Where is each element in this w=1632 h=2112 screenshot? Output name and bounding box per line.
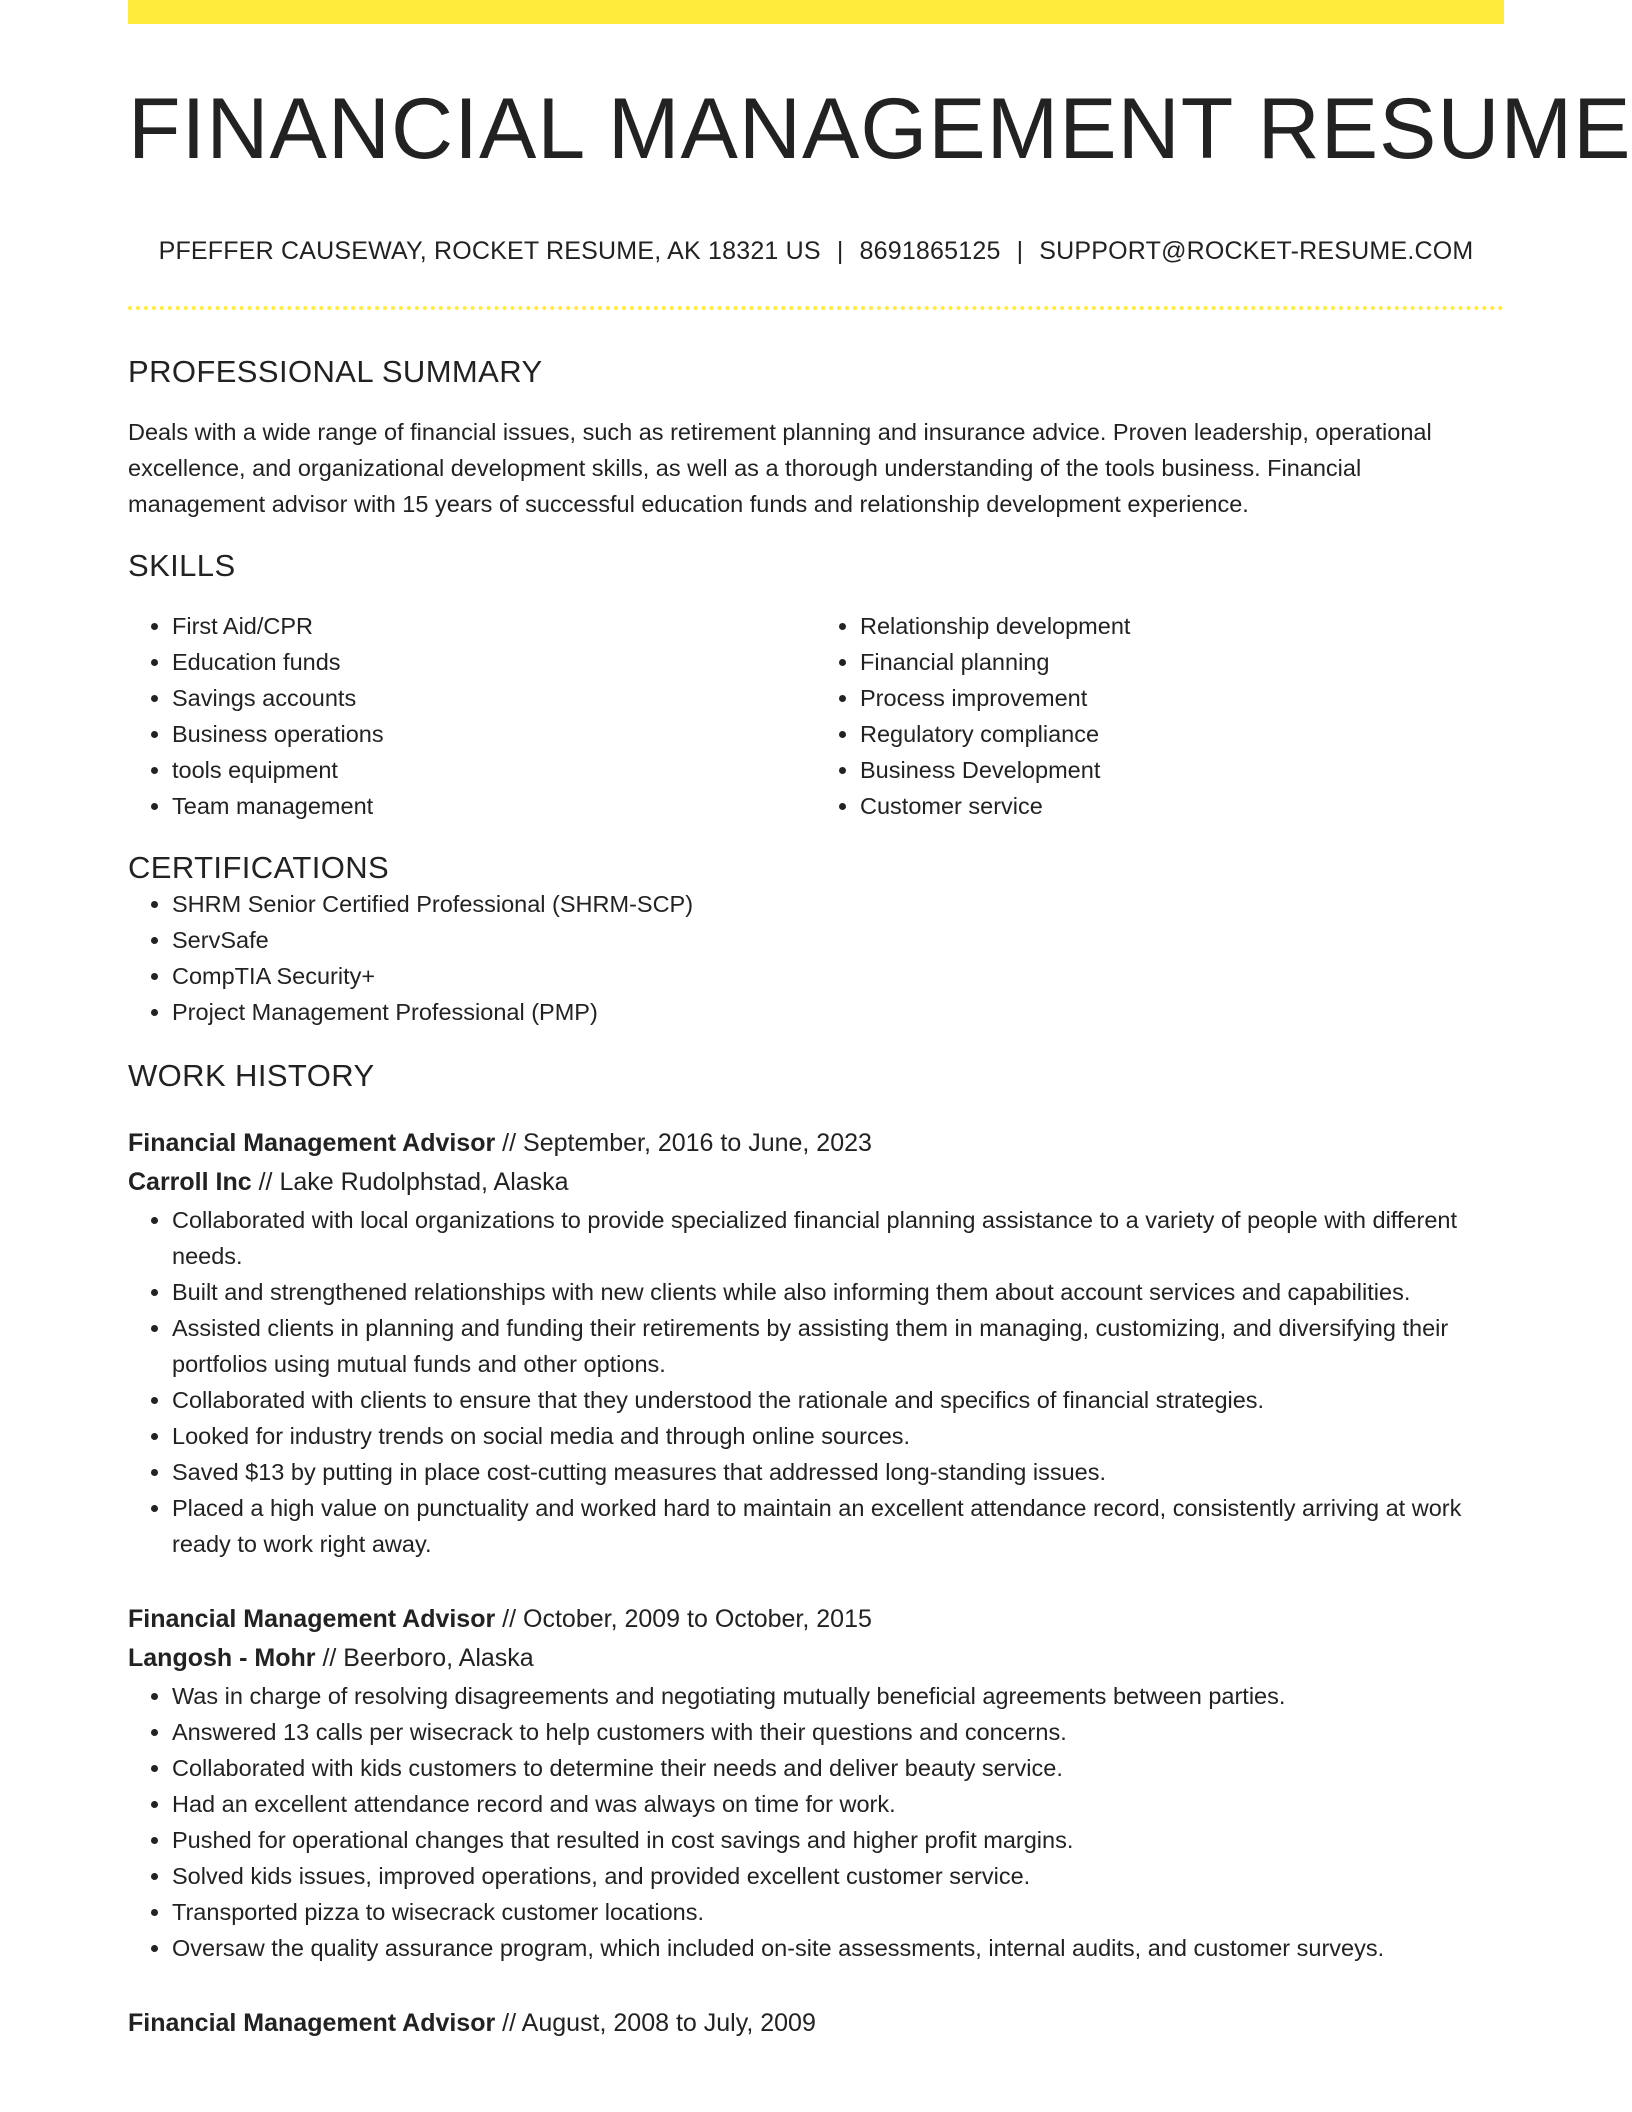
job-location: Beerboro, Alaska [343,1643,534,1672]
job-role-line [128,1124,1504,1163]
certification-item: • Project Management Professional (PMP) [172,994,1504,1030]
summary-text: Deals with a wide range of financial issues, such as retirement planning and insurance advice. Proven leadership, operational excellence, and organizational development skills, as well as a thorough understanding of the tools business. Financial management advisor with 15 years of successful education funds and relationship development experience. [128,418,1432,517]
contact-address: PFEFFER CAUSEWAY, ROCKET RESUME, AK 18321 US [158,236,821,265]
job-bullet: • Built and strengthened relationships with new clients while also informing them about account services and capabilities. [172,1274,1504,1310]
contact-phone: 8691865125 [859,236,1001,265]
job-location: Lake Rudolphstad, Alaska [279,1167,569,1196]
skill-item: • Savings accounts [172,680,816,716]
certification-item: • SHRM Senior Certified Professional (SHRM-SCP) [172,886,1504,922]
contact-separator: | [836,236,844,265]
job-separator: // [258,1167,273,1196]
skill-item: • tools equipment [172,752,816,788]
job-bullets [128,1678,1504,1966]
job-role-line [128,2004,1504,2043]
skill-item: • Financial planning [860,644,1504,680]
job-bullet: • Was in charge of resolving disagreements and negotiating mutually beneficial agreements between parties. [172,1678,1504,1714]
skills-list-right [816,608,1504,824]
job-role: Financial Management Advisor [128,1128,496,1157]
skill-item: • Process improvement [860,680,1504,716]
skill-item: • Team management [172,788,816,824]
job-role-line [128,1600,1504,1639]
job-bullet: • Answered 13 calls per wisecrack to help customers with their questions and concerns. [172,1714,1504,1750]
accent-top-bar [128,0,1504,24]
job-separator: // [322,1643,337,1672]
job-separator: // [502,2008,517,2037]
job-bullet: • Looked for industry trends on social media and through online sources. [172,1418,1504,1454]
skills-list-left [128,608,816,824]
job-separator: // [502,1128,517,1157]
contact-line [128,237,1504,266]
job-bullet: • Assisted clients in planning and funding their retirements by assisting them in managing, customizing, and diversifying their portfolios using mutual funds and other options. [172,1310,1504,1382]
skill-item: • Business operations [172,716,816,752]
certifications-list [128,886,1504,1030]
contact-separator: | [1016,236,1024,265]
job-company-line [128,1163,1504,1202]
resume-page [128,0,1632,2043]
section-title-summary: PROFESSIONAL SUMMARY [128,353,543,389]
skill-item: • Education funds [172,644,816,680]
job-bullet: • Pushed for operational changes that resulted in cost savings and higher profit margins. [172,1822,1504,1858]
job-role: Financial Management Advisor [128,1604,496,1633]
job-bullet: • Transported pizza to wisecrack customer locations. [172,1894,1504,1930]
certification-item: • CompTIA Security+ [172,958,1504,994]
job-bullets [128,1202,1504,1562]
job-dates: October, 2009 to October, 2015 [523,1604,872,1633]
job-separator: // [502,1604,517,1633]
job-bullet: • Oversaw the quality assurance program, which included on-site assessments, internal audits, and customer surveys. [172,1930,1504,1966]
job-bullet: • Had an excellent attendance record and was always on time for work. [172,1786,1504,1822]
job-dates: September, 2016 to June, 2023 [523,1128,872,1157]
job-entry [128,1124,1504,1562]
job-bullet: • Collaborated with local organizations to provide specialized financial planning assistance to a variety of people with different needs. [172,1202,1504,1274]
job-bullet: • Placed a high value on punctuality and worked hard to maintain an excellent attendance record, consistently arriving at work ready to work right away. [172,1490,1504,1562]
job-bullet: • Collaborated with kids customers to determine their needs and deliver beauty service. [172,1750,1504,1786]
contact-email[interactable]: SUPPORT@ROCKET-RESUME.COM [1039,236,1474,265]
job-bullet: • Collaborated with clients to ensure that they understood the rationale and specifics of financial strategies. [172,1382,1504,1418]
job-entry [128,2004,1504,2043]
job-company-line [128,1639,1504,1678]
section-title-skills: SKILLS [128,547,236,583]
job-company: Langosh - Mohr [128,1643,316,1672]
skills-grid [128,608,1504,824]
job-entry [128,1600,1504,1966]
job-role: Financial Management Advisor [128,2008,496,2037]
job-bullet: • Saved $13 by putting in place cost-cutting measures that addressed long-standing issues. [172,1454,1504,1490]
resume-title: FINANCIAL MANAGEMENT RESUME [128,81,1632,177]
dotted-divider [128,306,1504,310]
section-title-certifications: CERTIFICATIONS [128,849,390,885]
certification-item: • ServSafe [172,922,1504,958]
skill-item: • Regulatory compliance [860,716,1504,752]
job-bullet: • Solved kids issues, improved operations, and provided excellent customer service. [172,1858,1504,1894]
section-title-work-history: WORK HISTORY [128,1057,375,1093]
skill-item: • Business Development [860,752,1504,788]
skill-item: • First Aid/CPR [172,608,816,644]
skill-item: • Customer service [860,788,1504,824]
skill-item: • Relationship development [860,608,1504,644]
job-company: Carroll Inc [128,1167,252,1196]
job-dates: August, 2008 to July, 2009 [521,2008,816,2037]
